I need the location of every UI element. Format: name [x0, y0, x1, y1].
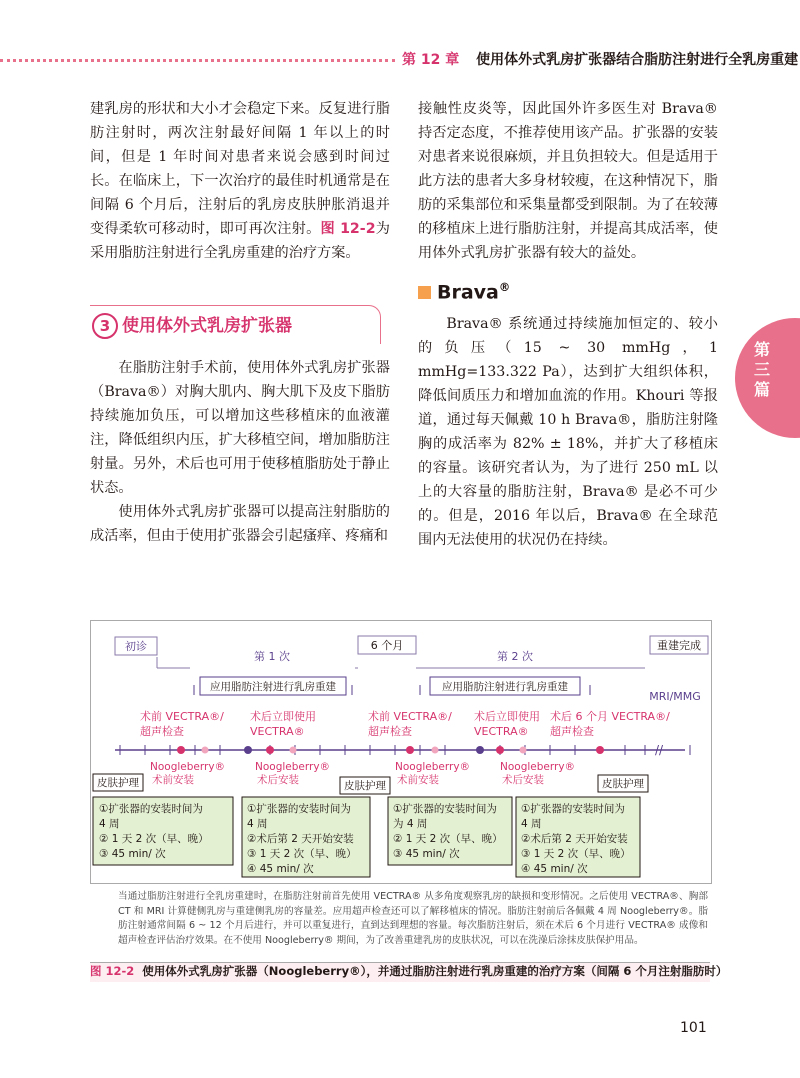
axis-break-mark: //: [655, 743, 664, 757]
skin-care-label-1: 皮肤护理: [97, 777, 139, 789]
box4-line4: ③ 1 天 2 次（早、晚）: [521, 848, 631, 860]
box1-line4: ③ 45 min/ 次: [99, 848, 166, 860]
vectra-6m-line2: 超声检查: [550, 725, 594, 738]
left-paragraph-1: [90, 97, 390, 265]
noog-post-1-line2: 术后安装: [257, 774, 299, 786]
right-paragraph-2: Brava® 系统通过持续施加恒定的、较小的负压（15 ~ 30 mmHg，1 mmHg=133.322 Pa），达到扩大组织体积，降低间质压力和增加血流的作用。Khouri 等报道，通过每天佩戴 10 h Brava®，脂肪注射隆胸的成活率为 82% ± 18%，并扩大了移植床的容量。该研究者认为，为了进行 250 mL 以上的大容量的脂肪注射，Brava® 是必不可少的。但是，2016 年以后，Brava® 在全球范围内无法使用的状况仍在持续。: [418, 316, 718, 548]
side-tab-label: 第三篇: [753, 340, 770, 399]
vectra-pre-1-line2: 超声检查: [140, 725, 184, 738]
fat-recon-label-2: 应用脂肪注射进行乳房重建: [442, 681, 568, 693]
box2-line3: ②术后第 2 天开始安装: [247, 833, 354, 845]
noog-pre-2-line1: Noogleberry®: [395, 761, 471, 773]
timeline-dot-noog-pre-1: [202, 747, 209, 754]
section-heading: [92, 311, 292, 339]
box3-line4: ③ 45 min/ 次: [393, 848, 460, 860]
noog-post-2-line1: Noogleberry®: [500, 761, 576, 773]
running-header: [402, 49, 798, 69]
heading-marker-square: [418, 286, 431, 299]
timeline-dot-vectra-pre-2: [406, 746, 414, 754]
session2-label: 第 2 次: [497, 650, 533, 663]
timeline-dot-noog-post-1: [290, 747, 297, 754]
noog-post-2-line2: 术后安装: [502, 774, 544, 786]
section-number: 3: [92, 313, 118, 339]
vectra-post-2-line1: 术后立即使用: [474, 710, 540, 723]
noog-post-1-line1: Noogleberry®: [255, 761, 331, 773]
treatment-timeline-diagram: [90, 620, 710, 882]
page-number: 101: [680, 1020, 707, 1036]
header-dotted-rule: [0, 59, 395, 62]
noog-pre-1-line2: 术前安装: [152, 774, 194, 786]
timeline-dot-surgery-2: [476, 746, 484, 754]
left-p1-text-end: 为采用脂肪注射进行全乳房重建的治疗方案。: [90, 221, 390, 261]
box2-line1: ①扩张器的安装时间为: [247, 803, 351, 815]
chapter-number: 第 12 章: [402, 52, 460, 68]
noog-pre-1-line1: Noogleberry®: [150, 761, 226, 773]
vectra-pre-1-line1: 术前 VECTRA®/: [140, 710, 224, 723]
timeline-dot-vectra-post-2: [496, 746, 504, 754]
complete-label: 重建完成: [657, 639, 701, 652]
figure-title-text: 使用体外式乳房扩张器（Noogleberry®），并通过脂肪注射进行乳房重建的治疗方案（间隔 6 个月注射脂肪时）: [142, 964, 728, 978]
left-p1-text: 建乳房的形状和大小才会稳定下来。反复进行脂肪注射时，两次注射最好间隔 1 年以上的时间，但是 1 年时间对患者来说会感到时间过长。在临床上，下一次治疗的最佳时机通常是在间隔 6 个月后，注射后的乳房皮肤肿胀消退并变得柔软可移动时，即可再次注射。: [90, 101, 390, 237]
session1-label: 第 1 次: [254, 650, 290, 663]
box4-line1: ①扩张器的安装时间为: [521, 803, 625, 815]
noog-pre-2-line2: 术前安装: [397, 774, 439, 786]
box1-line1: ①扩张器的安装时间为: [99, 803, 203, 815]
mri-mmg-label: MRI/MMG: [649, 690, 701, 703]
figure-number: 图 12-2: [90, 964, 135, 978]
left-paragraph-2: 在脂肪注射手术前，使用体外式乳房扩张器（Brava®）对胸大肌内、胸大肌下及皮下脂肪持续施加负压，可以增加这些移植床的血液灌注，降低组织内压，扩大移植空间，增加脂肪注射量。另外，术后也可用于使移植脂肪处于静止状态。: [90, 360, 390, 496]
section-heading-text: 使用体外式乳房扩张器: [122, 316, 292, 336]
vectra-post-2-line2: VECTRA®: [474, 725, 529, 738]
box3-line1: ①扩张器的安装时间为: [393, 803, 497, 815]
right-paragraph-1: 接触性皮炎等，因此国外许多医生对 Brava® 持否定态度，不推荐使用该产品。扩张器的安装对患者来说很麻烦，并且负担较大。但是适用于此方法的患者大多身材较瘦，在这种情况下，脂肪的采集部位和采集量都受到限制。为了在较薄的移植床上进行脂肪注射，并提高其成活率，使用体外式乳房扩张器有较大的益处。: [418, 101, 718, 261]
registered-mark: ®: [498, 280, 511, 294]
vectra-post-1-line2: VECTRA®: [250, 725, 305, 738]
brava-heading-text: Brava: [437, 281, 499, 304]
box4-line5: ④ 45 min/ 次: [521, 863, 588, 875]
timeline-dot-noog-post-2: [520, 747, 527, 754]
figure-reference: 图 12-2: [320, 221, 376, 237]
fat-recon-label-1: 应用脂肪注射进行乳房重建: [210, 681, 336, 693]
box1-line3: ② 1 天 2 次（早、晚）: [99, 833, 209, 845]
box2-line5: ④ 45 min/ 次: [247, 863, 314, 875]
brava-heading: [418, 280, 510, 303]
timeline-dot-vectra-pre-1: [177, 746, 185, 754]
chapter-title: 使用体外式乳房扩张器结合脂肪注射进行全乳房重建: [476, 52, 799, 68]
vectra-pre-2-line1: 术前 VECTRA®/: [368, 710, 452, 723]
skin-care-label-2: 皮肤护理: [344, 780, 386, 792]
box4-line3: ②术后第 2 天开始安装: [521, 833, 628, 845]
skin-care-label-3: 皮肤护理: [602, 778, 644, 790]
six-month-label: 6 个月: [370, 639, 404, 652]
box2-line4: ③ 1 天 2 次（早、晚）: [247, 848, 357, 860]
vectra-post-1-line1: 术后立即使用: [250, 710, 316, 723]
box4-line2: 4 周: [521, 818, 542, 830]
box2-line2: 4 周: [247, 818, 268, 830]
vectra-6m-line1: 术后 6 个月 VECTRA®/: [550, 710, 670, 723]
box3-line2: 为 4 周: [393, 818, 428, 830]
timeline-dot-vectra-post-1: [266, 746, 274, 754]
box1-line2: 4 周: [99, 818, 120, 830]
timeline-dot-surgery-1: [244, 746, 252, 754]
timeline-dot-vectra-6m: [596, 746, 604, 754]
initial-visit-label: 初诊: [125, 640, 147, 653]
left-paragraphs: [90, 356, 390, 548]
vectra-pre-2-line2: 超声检查: [368, 725, 412, 738]
left-paragraph-3: 使用体外式乳房扩张器可以提高注射脂肪的成活率，但由于使用扩张器会引起瘙痒、疼痛和: [90, 504, 390, 544]
figure-title: [90, 963, 727, 979]
box3-line3: ② 1 天 2 次（早、晚）: [393, 833, 503, 845]
timeline-dot-noog-pre-2: [432, 747, 439, 754]
figure-caption: 当通过脂肪注射进行全乳房重建时，在脂肪注射前首先使用 VECTRA® 从多角度观察乳房的缺损和变形情况。之后使用 VECTRA®、胸部 CT 和 MRI 计算健侧乳房与重建侧乳房的容量差。应用超声检查还可以了解移植床的情况。脂肪注射前后各佩戴 4 周 Noogleberry®。脂肪注射通常间隔 6 ~ 12 个月后进行，并可以重复进行，直到达到理想的容量。每次脂肪注射后，须在术后 6 个月进行 VECTRA® 成像和超声检查评估治疗效果。在不使用 Noogleberry® 期间，为了改善重建乳房的皮肤状况，可以在洗澡后涂抹皮肤保护用品。: [118, 891, 708, 946]
